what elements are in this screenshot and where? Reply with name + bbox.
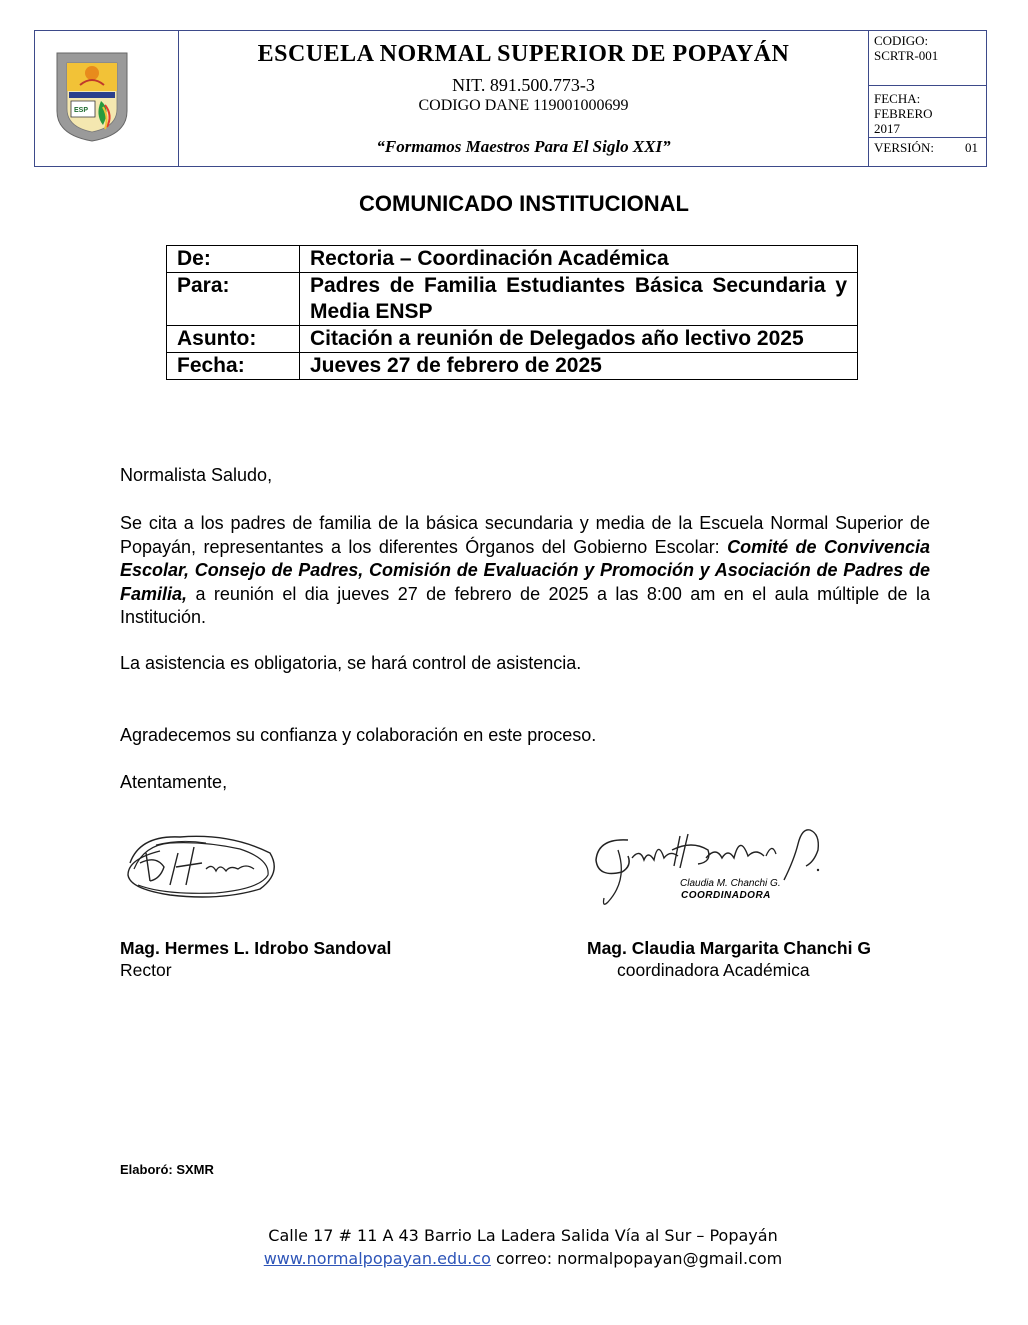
table-row bbox=[167, 273, 858, 326]
row-key: Fecha: bbox=[167, 353, 300, 380]
closing: Atentamente, bbox=[120, 772, 228, 792]
paragraph-main-end: a reunión el dia jueves 27 de febrero de 2025 a las 8:00 am en el aula múltiple de la Institución. bbox=[120, 583, 930, 627]
header-center bbox=[179, 31, 868, 166]
code-label: CODIGO: bbox=[874, 33, 929, 48]
code-block bbox=[874, 33, 938, 63]
table-row bbox=[167, 326, 858, 353]
logo-cell bbox=[35, 31, 179, 166]
version-value: 01 bbox=[965, 140, 978, 155]
version-block bbox=[874, 140, 978, 155]
row-key: Asunto: bbox=[167, 326, 300, 353]
document-title: COMUNICADO INSTITUCIONAL bbox=[359, 191, 689, 216]
coordinator-signature bbox=[588, 820, 828, 912]
school-name: ESCUELA NORMAL SUPERIOR DE POPAYÁN bbox=[257, 41, 790, 67]
row-key: De: bbox=[167, 246, 300, 273]
table-row bbox=[167, 246, 858, 273]
nit-number: NIT. 891.500.773-3 bbox=[452, 75, 595, 95]
dane-code: CODIGO DANE 119001000699 bbox=[418, 97, 629, 114]
website-link[interactable]: www.normalpopayan.edu.co bbox=[263, 1249, 491, 1268]
rector-role: Rector bbox=[120, 960, 172, 980]
stamp-role: COORDINADORA bbox=[681, 890, 771, 901]
row-value: Citación a reunión de Delegados año lectivo 2025 bbox=[300, 326, 858, 353]
row-value: Padres de Familia Estudiantes Básica Secundaria y Media ENSP bbox=[300, 273, 858, 326]
svg-text:ESP: ESP bbox=[74, 107, 89, 114]
memo-info-table bbox=[166, 245, 858, 380]
date-month: FEBRERO bbox=[874, 106, 933, 121]
footer-contact bbox=[0, 1249, 1028, 1268]
code-value: SCRTR-001 bbox=[874, 48, 939, 63]
document-header bbox=[34, 30, 987, 167]
date-year: 2017 bbox=[874, 121, 900, 136]
date-label: FECHA: bbox=[874, 91, 921, 106]
paragraph-thanks: Agradecemos su confianza y colaboración en este proceso. bbox=[120, 725, 597, 745]
prepared-by: Elaboró: SXMR bbox=[120, 1162, 214, 1177]
row-value: Jueves 27 de febrero de 2025 bbox=[300, 353, 858, 380]
divider bbox=[869, 85, 986, 86]
coordinator-role: coordinadora Académica bbox=[617, 960, 810, 980]
rector-name: Mag. Hermes L. Idrobo Sandoval bbox=[120, 938, 392, 958]
row-value: Rectoria – Coordinación Académica bbox=[300, 246, 858, 273]
table-row bbox=[167, 353, 858, 380]
version-label: VERSIÓN: bbox=[874, 140, 934, 155]
school-motto: “Formamos Maestros Para El Siglo XXI” bbox=[376, 137, 671, 156]
divider bbox=[869, 137, 986, 138]
greeting: Normalista Saludo, bbox=[120, 465, 273, 485]
footer-address: Calle 17 # 11 A 43 Barrio La Ladera Salida Vía al Sur – Popayán bbox=[268, 1226, 778, 1245]
coordinator-name: Mag. Claudia Margarita Chanchi G bbox=[587, 938, 871, 958]
document-code-cell bbox=[868, 31, 986, 166]
paragraph-main-committees: Comité de Convivencia Escolar, Consejo de Padres, Comisión de Evaluación y Promoción y Asociación de Padres de Familia, bbox=[120, 536, 930, 604]
paragraph-main-start: Se cita a los padres de familia de la básica secundaria y media de la Escuela Normal Superior de Popayán, representantes a los diferentes Órganos del Gobierno Escolar: bbox=[120, 513, 930, 557]
paragraph-attendance: La asistencia es obligatoria, se hará control de asistencia. bbox=[120, 653, 582, 673]
rector-signature bbox=[120, 823, 280, 903]
date-block bbox=[874, 91, 933, 136]
stamp-name: Claudia M. Chanchi G. bbox=[680, 878, 781, 889]
school-logo bbox=[55, 51, 129, 143]
footer-email: correo: normalpopayan@gmail.com bbox=[490, 1249, 783, 1268]
row-key: Para: bbox=[167, 273, 300, 326]
paragraph-main bbox=[120, 512, 930, 630]
